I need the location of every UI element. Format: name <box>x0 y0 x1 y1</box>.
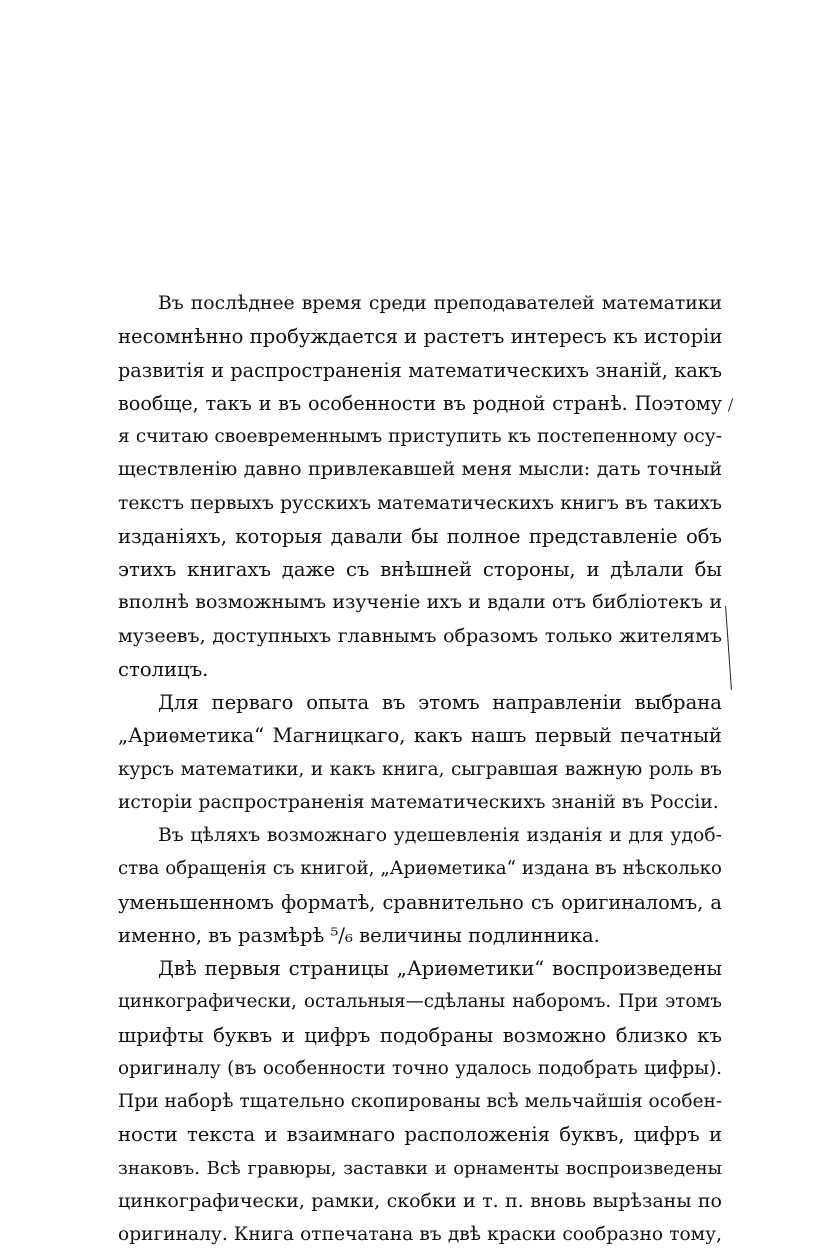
text-line: музеевъ, доступныхъ главнымъ образомъ только жителямъ <box>118 624 722 647</box>
text-line: Для перваго опыта въ этомъ направленіи выбрана <box>158 691 722 714</box>
text-line: ства обращенія съ книгой, „Ариѳметика“ издана въ нѣсколько <box>118 858 722 880</box>
text-line: текстъ первыхъ русскихъ математическихъ книгъ въ такихъ <box>118 492 722 514</box>
text-line: „Ариѳметика“ Магницкаго, какъ нашъ первый печатный <box>118 724 722 748</box>
text-line: Въ цѣляхъ возможнаго удешевленія изданія и для удоб- <box>158 825 722 846</box>
text-line: несомнѣнно пробуждается и растетъ интересъ къ исторіи <box>118 325 723 349</box>
paragraph-3 <box>118 819 722 952</box>
text-line: столицъ. <box>118 657 209 681</box>
text-line: исторіи распространенія математическихъ знаній въ Россіи. <box>118 791 719 813</box>
text-line: развитія и распространенія математическихъ знаній, какъ <box>118 358 722 382</box>
text-line: Въ послѣднее время среди преподавателей математики <box>158 293 722 314</box>
text-line: этихъ книгахъ даже съ внѣшней стороны, и дѣлали бы <box>118 558 722 581</box>
text-line: вообще, такъ и въ особенности въ родной странѣ. Поэтому <box>118 391 722 415</box>
text-line: вполнѣ возможнымъ изученіе ихъ и вдали отъ библіотекъ и <box>118 591 722 614</box>
text-line: уменьшенномъ форматѣ, сравнительно съ оригиналомъ, а <box>118 890 722 914</box>
text-line: я считаю своевременнымъ приступить къ постепенному осу- <box>118 426 722 447</box>
text-line: шрифты буквъ и цифръ подобраны возможно близко къ <box>118 1023 722 1047</box>
text-line: При наборѣ тщательно скопированы всѣ мельчайшія особен- <box>118 1091 723 1112</box>
text-line: цинкографически, рамки, скобки и т. п. вновь вырѣзаны по <box>118 1189 722 1212</box>
text-line: именно, въ размѣрѣ ⁵/₆ величины подлинника. <box>118 923 600 947</box>
text-line: ществленію давно привлекавшей меня мысли: дать точный <box>118 458 722 481</box>
text-line: оригиналу. Книга отпечатана въ двѣ краски сообразно тому, <box>118 1224 722 1245</box>
text-line: изданіяхъ, которыя давали бы полное представленіе объ <box>118 524 722 548</box>
paragraph-4 <box>118 952 722 1251</box>
body-text <box>118 287 722 1251</box>
paragraph-1 <box>118 287 722 686</box>
text-line: Двѣ первыя страницы „Ариѳметики“ воспроизведены <box>158 957 722 980</box>
text-line: ности текста и взаимнаго расположенія буквъ, цифръ и <box>118 1123 722 1147</box>
text-line: оригиналу (въ особенности точно удалось подобрать цифры). <box>118 1057 722 1079</box>
text-line: курсъ математики, и какъ книга, сыгравшая важную роль въ <box>118 758 722 780</box>
text-line: цинкографически, остальныя—сдѣланы наборомъ. При этомъ <box>118 991 722 1013</box>
paragraph-2 <box>118 686 722 819</box>
margin-pencil-mark-small <box>728 398 733 412</box>
margin-pencil-mark <box>725 606 732 690</box>
text-line: знаковъ. Всѣ гравюры, заставки и орнаменты воспроизведены <box>118 1157 722 1179</box>
